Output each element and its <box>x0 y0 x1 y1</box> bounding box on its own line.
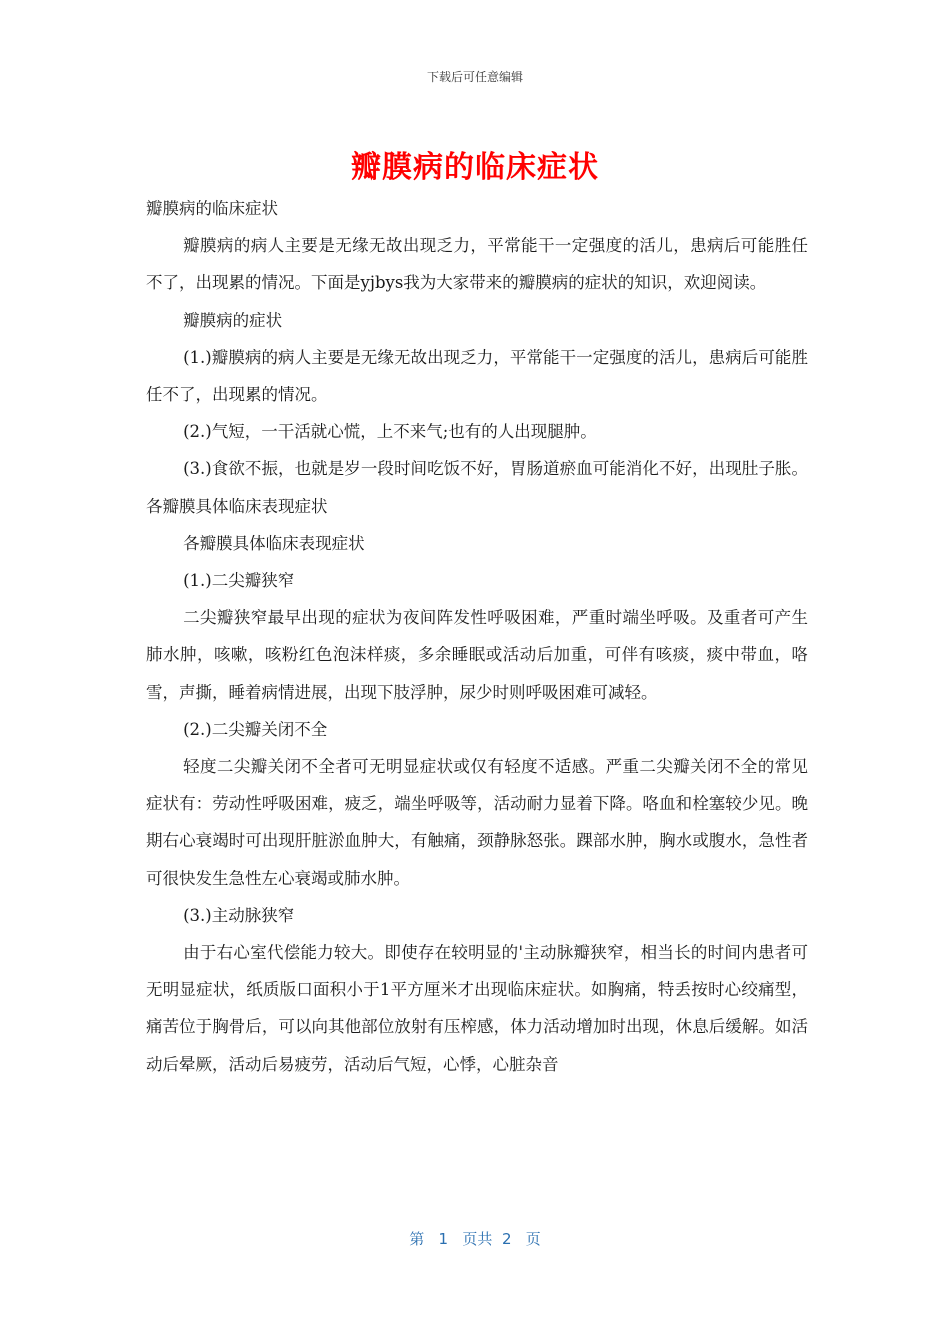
body-paragraph: 轻度二尖瓣关闭不全者可无明显症状或仅有轻度不适感。严重二尖瓣关闭不全的常见症状有：劳动性呼吸困难，疲乏，端坐呼吸等，活动耐力显着下降。咯血和栓塞较少见。晚期右心衰竭时可出现肝脏淤血肿大，有触痛，颈静脉怒张。踝部水肿，胸水或腹水，急性者可很快发生急性左心衰竭或肺水肿。 <box>146 757 808 888</box>
body-paragraph: 由于右心室代偿能力较大。即使存在较明显的'主动脉瓣狭窄，相当长的时间内患者可无明显症状，纸质版口面积小于1平方厘米才出现临床症状。如胸痛，特丢按时心绞痛型，痛苦位于胸骨后，可以向其他部位放射有压榨感，体力活动增加时出现，休息后缓解。如活动后晕厥，活动后易疲劳，活动后气短，心悸，心脏杂音 <box>146 943 808 1074</box>
document-body <box>146 190 808 1083</box>
subsection-heading: (3.)主动脉狭窄 <box>183 905 295 925</box>
footer-of-word: 页共 <box>462 1230 493 1248</box>
body-paragraph: (3.)食欲不振，也就是岁一段时间吃饭不好，胃肠道瘀血可能消化不好，出现肚子胀。各瓣膜具体临床表现症状 <box>146 459 808 516</box>
body-paragraph: 二尖瓣狭窄最早出现的症状为夜间阵发性呼吸困难，严重时端坐呼吸。及重者可产生肺水肿，咳嗽，咳粉红色泡沫样痰，多余睡眠或活动后加重，可伴有咳痰，痰中带血，咯雪，声撕，睡着病情进展，出现下肢浮肿，尿少时则呼吸困难可减轻。 <box>146 608 808 702</box>
body-paragraph: 瓣膜病的病人主要是无缘无故出现乏力，平常能干一定强度的活儿，患病后可能胜任不了，出现累的情况。下面是yjbys我为大家带来的瓣膜病的症状的知识，欢迎阅读。 <box>146 236 808 293</box>
header-note: 下载后可任意编辑 <box>426 70 523 84</box>
body-paragraph: (1.)瓣膜病的病人主要是无缘无故出现乏力，平常能干一定强度的活儿，患病后可能胜任不了，出现累的情况。 <box>146 347 808 405</box>
footer-total-pages: 2 <box>501 1230 512 1248</box>
section-heading: 各瓣膜具体临床表现症状 <box>183 533 365 553</box>
body-paragraph: (2.)气短，一干活就心慌，上不来气;也有的人出现腿肿。 <box>183 422 597 442</box>
subsection-heading: (1.)二尖瓣狭窄 <box>183 571 295 591</box>
footer-page-word: 第 <box>409 1230 425 1248</box>
section-heading: 瓣膜病的症状 <box>183 310 283 330</box>
footer-page-number: 1 <box>438 1230 449 1248</box>
footer-page-suffix: 页 <box>525 1230 541 1248</box>
document-title: 瓣膜病的临床症状 <box>351 150 599 185</box>
body-paragraph: 瓣膜病的临床症状 <box>146 199 278 218</box>
subsection-heading: (2.)二尖瓣关闭不全 <box>183 719 328 739</box>
page-footer <box>0 1228 950 1249</box>
